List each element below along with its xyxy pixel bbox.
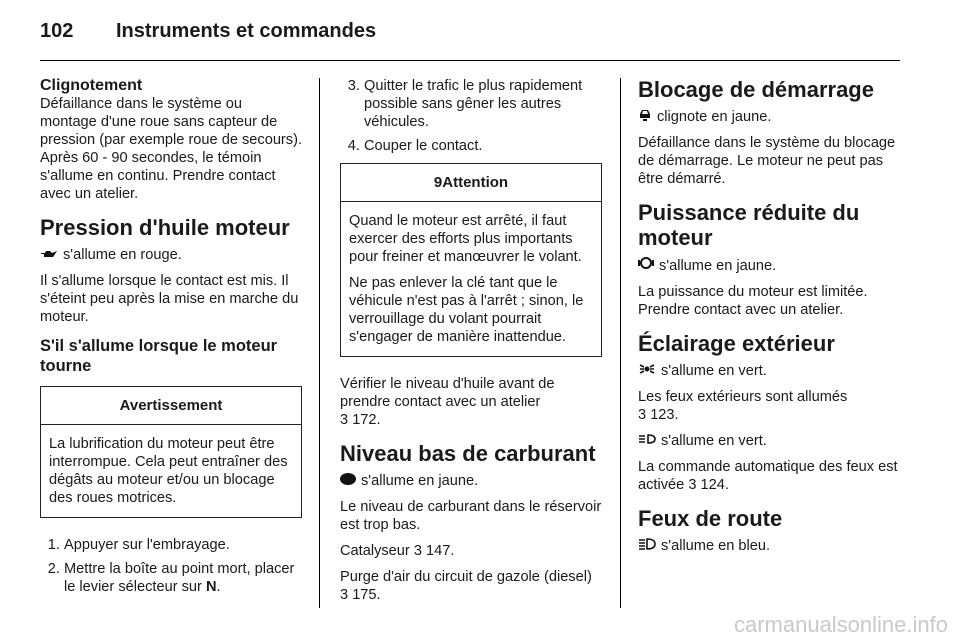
attention-text-2: Ne pas enlever la clé tant que le véhicule n'est pas à l'arrêt ; sinon, le verrouillage du volant pourrait s'engager de manière inattendue.: [349, 275, 584, 345]
step-3: 3. Quitter le trafic le plus rapidement possible sans gêner les autres véhicules.: [364, 77, 602, 131]
attention-box-title: 9Attention: [341, 164, 601, 202]
steps-list: [40, 536, 302, 596]
exterior-lighting-heading: Éclairage extérieur: [638, 331, 835, 356]
oil-pressure-heading: Pression d'huile moteur: [40, 215, 290, 240]
side-lights-icon: [638, 362, 656, 380]
fuel-heading: Niveau bas de carburant: [340, 441, 596, 466]
step-2: 2. Mettre la boîte au point mort, placer le levier sélecteur sur N.: [64, 560, 302, 596]
reduced-power-heading: Puissance réduite du moteur: [638, 200, 860, 250]
reduced-power-text: La puissance du moteur est limitée. Prendre contact avec un atelier.: [638, 284, 868, 318]
warning-box-title: Avertissement: [41, 387, 301, 425]
column-divider-2: [620, 78, 621, 608]
high-beam-heading: Feux de route: [638, 506, 783, 531]
watermark: carmanualsonline.info: [733, 612, 948, 637]
warning-box-text: La lubrification du moteur peut être interrompue. Cela peut entraîner des dégâts au moteur et/ou un blocage des roues motrices.: [49, 436, 288, 506]
steps-list-continued: [340, 77, 602, 155]
exterior-lighting-indicator-line: s'allume en vert.: [638, 362, 900, 380]
column-2: [340, 77, 602, 612]
page-ref-icon: 3: [688, 477, 697, 493]
step-4: 4. Couper le contact.: [364, 137, 602, 155]
page-header: [40, 20, 376, 46]
car-key-icon: [638, 108, 652, 126]
attention-box: [340, 163, 602, 357]
clignotement-heading: Clignotement: [40, 77, 143, 94]
oil-indicator-line: s'allume en rouge.: [40, 246, 302, 264]
clignotement-text-2: Après 60 - 90 secondes, le témoin s'allume en continu. Prendre contact avec un atelier.: [40, 150, 276, 202]
oil-can-icon: [40, 246, 58, 264]
page-ref-icon: 3: [638, 407, 647, 423]
exterior-lighting-text: Les feux extérieurs sont allumés 3 123.: [638, 389, 848, 423]
clignotement-text-1: Défaillance dans le système ou montage d'une roue sans capteur de pression (par exemple roue de secours).: [40, 96, 303, 148]
immobiliser-indicator-line: clignote en jaune.: [638, 108, 900, 126]
step-1: 1. Appuyer sur l'embrayage.: [64, 536, 302, 554]
high-beam-icon: [638, 537, 656, 555]
fuel-indicator-line: s'allume en jaune.: [340, 472, 602, 490]
auto-lights-icon: [638, 432, 656, 450]
column-1: [40, 77, 302, 602]
fuel-text-1: Le niveau de carburant dans le réservoir est trop bas.: [340, 499, 602, 533]
immobiliser-text: Défaillance dans le système du blocage de démarrage. Le moteur ne peut pas être démarré.: [638, 135, 896, 187]
engine-power-icon: [638, 256, 654, 275]
page-title: Instruments et commandes: [116, 20, 377, 42]
attention-text-1: Quand le moteur est arrêté, il faut exercer des efforts plus importants pour freiner et manœuvrer le volant.: [349, 213, 582, 265]
page-ref-icon: 3: [340, 412, 349, 428]
column-divider-1: [319, 78, 320, 608]
auto-lighting-indicator-line: s'allume en vert.: [638, 432, 900, 450]
attention-icon: 9: [433, 174, 443, 191]
page-ref: 172.: [352, 412, 381, 428]
oil-subheading: S'il s'allume lorsque le moteur tourne: [40, 337, 278, 375]
high-beam-indicator-line: s'allume en bleu.: [638, 537, 900, 555]
column-3: [638, 77, 900, 563]
purge-ref: Purge d'air du circuit de gazole (diesel) 3 175.: [340, 569, 592, 603]
page-ref-icon: 3: [340, 587, 349, 603]
reduced-power-indicator-line: s'allume en jaune.: [638, 256, 900, 275]
immobiliser-heading: Blocage de démarrage: [638, 77, 874, 102]
auto-lighting-text: La commande automatique des feux est activée 3 124.: [638, 459, 898, 493]
fuel-icon: [340, 472, 356, 490]
warning-box: [40, 386, 302, 518]
header-divider: [40, 60, 900, 61]
check-oil-text: Vérifier le niveau d'huile avant de prendre contact avec un atelier 3 172.: [340, 376, 555, 428]
page-ref-icon: 3: [413, 543, 422, 559]
catalyst-ref: Catalyseur 3 147.: [340, 543, 455, 559]
oil-text-1: Il s'allume lorsque le contact est mis. Il s'éteint peu après la mise en marche du moteur.: [40, 273, 299, 325]
page-number: 102: [40, 20, 74, 42]
